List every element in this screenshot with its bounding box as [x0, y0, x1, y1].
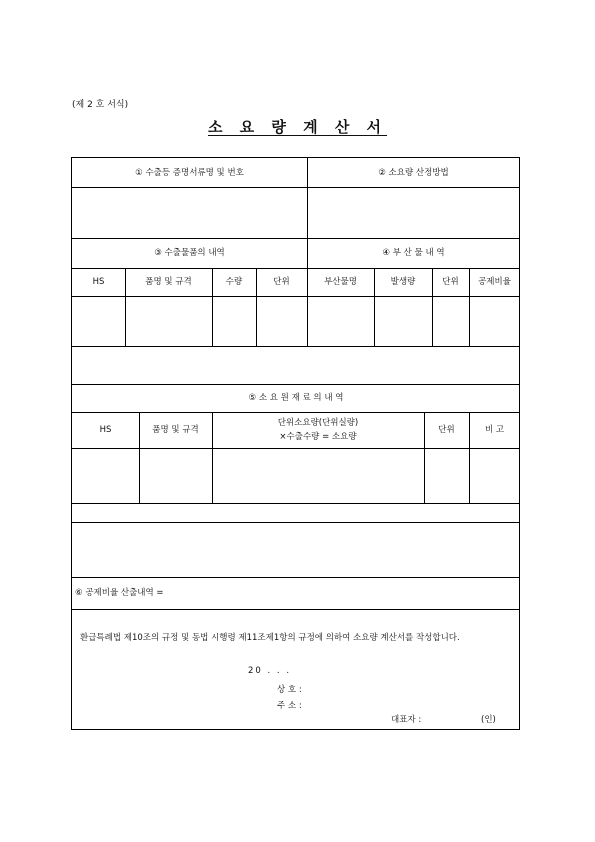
- declaration-text: 환급특례법 제10조의 규정 및 동법 시행령 제11조제1항의 규정에 의하여 소요량 계산서를 작성합니다.: [80, 633, 460, 643]
- col-byproduct-unit: 단위: [442, 277, 459, 287]
- mat-col-hs: HS: [99, 425, 112, 435]
- calc-method-label: ② 소요량 산정방법: [378, 167, 449, 178]
- calculation-form: [71, 157, 520, 730]
- document-title: 소 요 량 계 산 서: [207, 118, 388, 136]
- col-hs: HS: [92, 277, 105, 287]
- seal-mark: (인): [481, 715, 496, 725]
- col-unit: 단위: [273, 277, 290, 287]
- rule-4: [72, 296, 519, 297]
- col-deduction-ratio: 공제비율: [478, 277, 511, 287]
- rule-9: [72, 503, 519, 504]
- export-doc-label: ① 수출등 증명서류명 및 번호: [135, 167, 244, 178]
- byproduct-label: ④ 부 산 물 내 역: [382, 248, 445, 258]
- declaration-date[interactable]: 20 . . .: [248, 666, 292, 676]
- col-byproduct-name: 부산물명: [324, 277, 357, 287]
- col-name-spec: 품명 및 규격: [145, 277, 192, 287]
- deduction-calc-label: ⑥ 공제비율 산출내역 =: [75, 588, 164, 598]
- company-label: 상 호 :: [277, 685, 302, 695]
- representative-label: 대표자 :: [391, 715, 422, 725]
- materials-label: ⑤ 소 요 원 재 료 의 내 역: [248, 393, 344, 403]
- mat-col-remarks: 비 고: [484, 425, 505, 435]
- col-quantity: 수량: [225, 277, 243, 287]
- mat-col-unit: 단위: [438, 425, 455, 435]
- export-goods-label: ③ 수출물품의 내역: [154, 248, 225, 258]
- formula-line-2: ×수출수량 = 소요량: [279, 432, 357, 442]
- mat-col-formula: [212, 412, 424, 448]
- calc-method-field[interactable]: [307, 187, 520, 238]
- rule-12: [72, 609, 519, 610]
- rule-10: [72, 522, 519, 523]
- rule-5: [72, 346, 519, 347]
- formula-line-1: 단위소요량(단위실량): [277, 418, 359, 428]
- form-number: (제 2 호 서식): [72, 100, 129, 110]
- export-doc-field[interactable]: [72, 187, 307, 238]
- address-label: 주 소 :: [277, 701, 302, 711]
- col-generated-amount: 발생량: [390, 277, 416, 287]
- mat-col-name-spec: 품명 및 규격: [152, 425, 199, 435]
